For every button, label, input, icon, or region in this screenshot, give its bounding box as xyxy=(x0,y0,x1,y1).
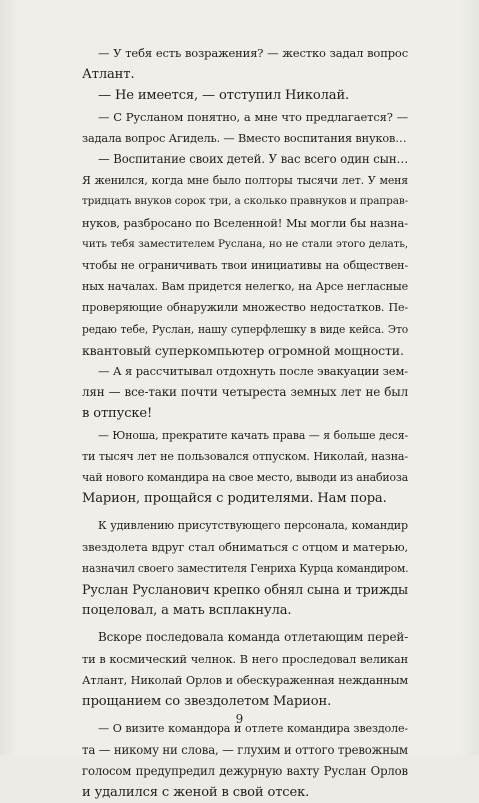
paragraph-5 xyxy=(66,361,408,425)
text-line: в отпуске! xyxy=(82,406,153,422)
text-line: ти тысяч лет не пользовался отпуском. Николай, назна- xyxy=(82,449,408,463)
paragraph-6 xyxy=(66,425,408,510)
text-line: Я женился, когда мне было полторы тысячи лет. У меня xyxy=(82,174,408,188)
text-line: Вскоре последовала команда отлетающим перей- xyxy=(98,630,408,645)
paragraph-7 xyxy=(66,515,408,621)
text-line: — А я рассчитывал отдохнуть после эвакуации зем- xyxy=(98,364,408,379)
text-line: Марион, прощайся с родителями. Нам пора. xyxy=(82,491,387,507)
text-line: квантовый суперкомпьютер огромной мощности. xyxy=(82,342,404,358)
text-line: — Юноша, прекратите качать права — я больше деся- xyxy=(98,428,408,442)
text-line: — У тебя есть возражения? — жестко задал вопрос xyxy=(98,46,408,60)
text-line: Руслан Русланович крепко обнял сына и трижды xyxy=(82,582,408,598)
paragraph-2 xyxy=(66,85,408,106)
text-line: и удалился с женой в свой отсек. xyxy=(82,784,310,800)
text-line: чтобы не ограничивать твои инициативы на обществен- xyxy=(82,259,408,273)
paragraph-3 xyxy=(66,107,408,149)
text-line: нуков, разбросано по Вселенной! Мы могли бы назна- xyxy=(82,215,408,230)
paragraph-4 xyxy=(66,149,408,361)
text-line: К удивлению присутствующего персонала, командир xyxy=(98,519,408,533)
text-line: — Не имеется, — отступил Николай. xyxy=(98,88,350,104)
text-line: Атлант. xyxy=(82,67,135,83)
paragraph-8 xyxy=(66,627,408,712)
text-line: тридцать внуков сорок три, а сколько правнуков и праправ- xyxy=(82,195,408,208)
text-line: звездолета вдруг стал обниматься с отцом и матерью, xyxy=(82,539,408,554)
text-line: чай нового командира на свое место, выводи из анабиоза xyxy=(82,471,409,485)
text-line: редаю тебе, Руслан, нашу суперфлешку в виде кейса. Это xyxy=(82,322,408,336)
text-line: — О визите командора и отлете командира звездоле- xyxy=(98,722,408,736)
text-line: ных началах. Вам придется нелегко, на Арсе негласные xyxy=(82,280,408,294)
paragraph-9 xyxy=(66,718,408,803)
page-body-text xyxy=(66,43,408,803)
text-line: Атлант, Николай Орлов и обескураженная нежданным xyxy=(82,673,408,687)
text-line: задала вопрос Агидель. — Вместо воспитания внуков… xyxy=(82,131,407,145)
page-number: 9 xyxy=(235,712,244,726)
text-line: чить тебя заместителем Руслана, но не стали этого делать, xyxy=(82,237,408,250)
text-line: поцеловал, а мать всплакнула. xyxy=(82,603,292,619)
text-line: назначил своего заместителя Генриха Курца командиром. xyxy=(82,561,409,575)
text-line: голосом предупредил дежурную вахту Руслан Орлов xyxy=(82,763,408,778)
text-line: проверяющие обнаружили множество недостатков. Пе- xyxy=(82,301,408,315)
paragraph-1 xyxy=(66,43,408,85)
text-line: прощанием со звездолетом Марион. xyxy=(82,694,332,710)
text-line: ти в космический челнок. В него проследовал великан xyxy=(82,652,408,666)
text-line: — С Русланом понятно, а мне что предлагается? — xyxy=(98,109,408,124)
text-line: лян — все-таки почти четыреста земных лет не был xyxy=(82,385,408,400)
text-line: та — никому ни слова, — глухим и оттого тревожным xyxy=(82,742,408,757)
text-line: — Воспитание своих детей. У вас всего один сын… xyxy=(98,152,408,167)
